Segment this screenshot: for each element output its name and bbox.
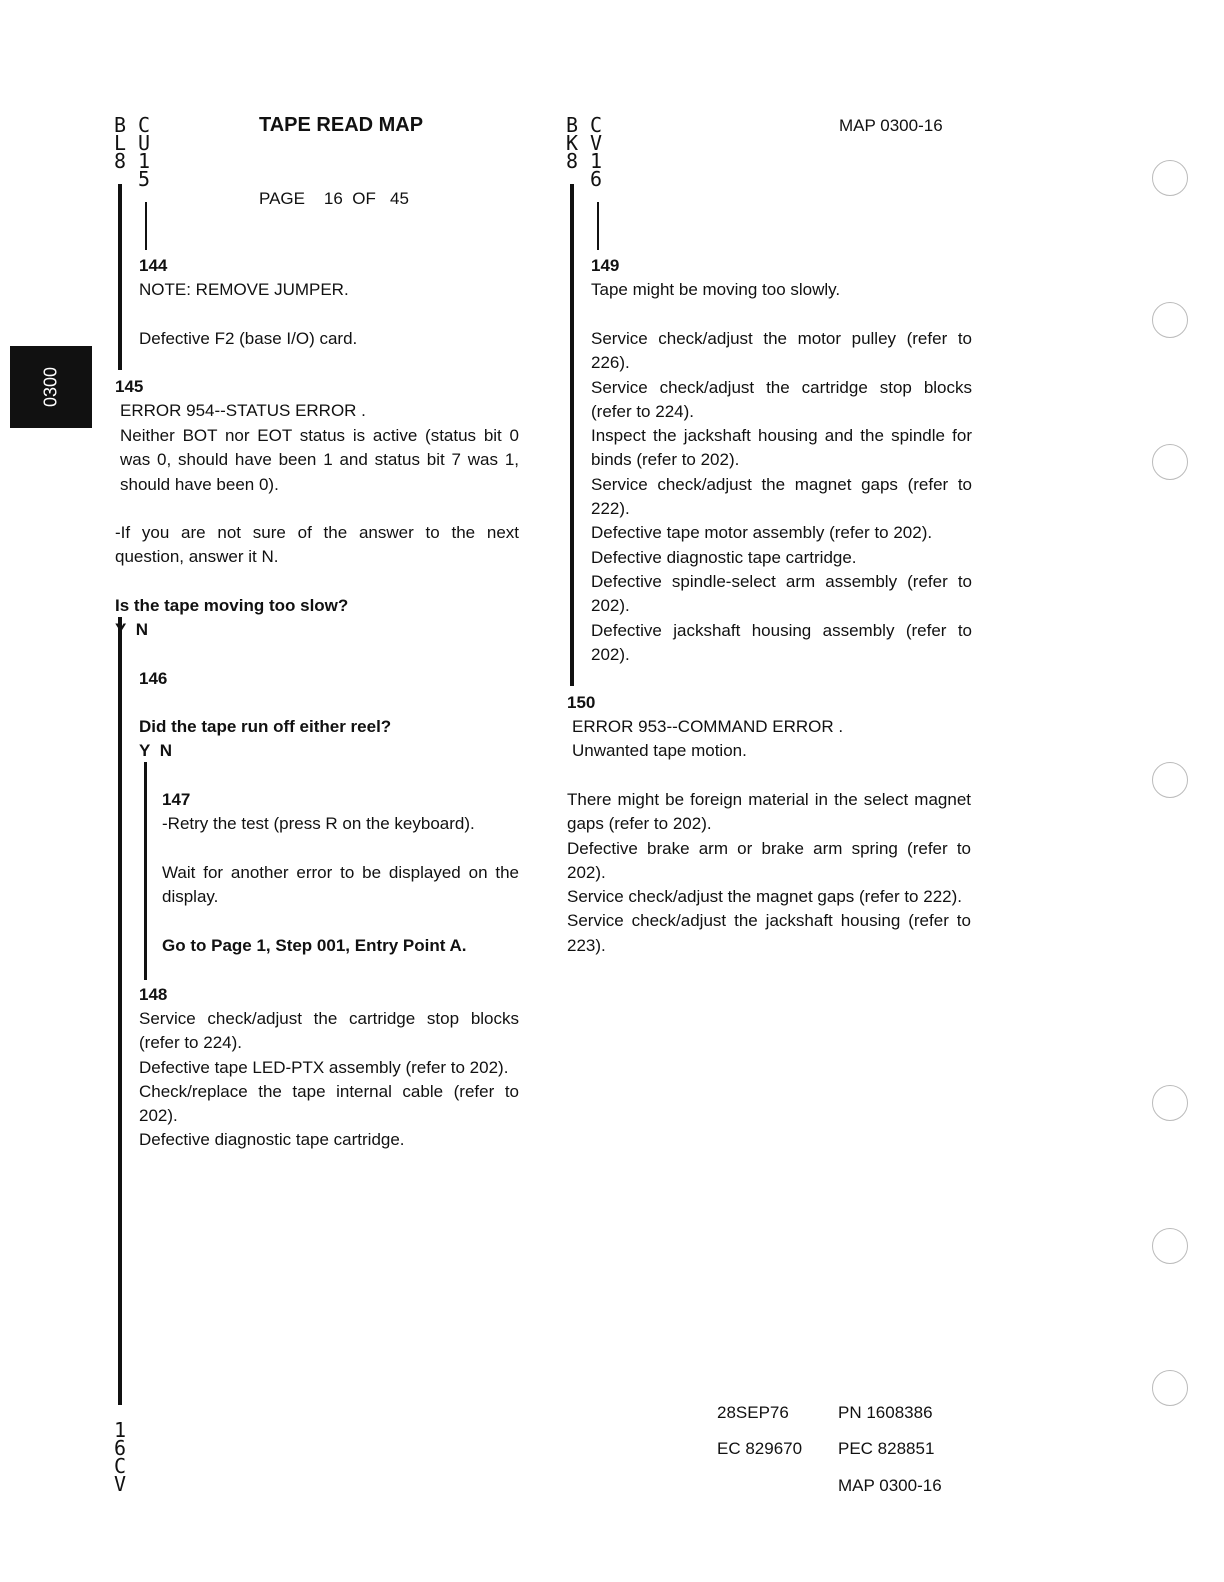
list-item: Service check/adjust the cartridge stop blocks (refer to 224). xyxy=(591,377,972,421)
flow-line xyxy=(144,762,147,980)
list-item: Check/replace the tape internal cable (refer to 202). xyxy=(139,1081,519,1126)
step-147-number: 147 xyxy=(162,790,191,809)
flow-line xyxy=(597,202,599,250)
list-item: Defective jackshaft housing assembly (refer to 202). xyxy=(591,620,972,664)
list-item: Service check/adjust the jackshaft housing (refer to 223). xyxy=(567,911,971,955)
footer-ec: EC 829670 xyxy=(717,1439,803,1458)
list-item: There might be foreign material in the select magnet gaps (refer to 202). xyxy=(567,790,971,834)
step-145-hint: -If you are not sure of the answer to the next question, answer it N. xyxy=(115,523,519,567)
step-146-number: 146 xyxy=(139,669,168,688)
connector-left-b: C U 1 5 xyxy=(138,113,151,191)
list-item: Defective tape motor assembly (refer to 202). xyxy=(591,523,933,543)
step-150-error: ERROR 953--COMMAND ERROR . xyxy=(572,717,844,736)
list-item: Defective brake arm or brake arm spring (refer to 202). xyxy=(567,838,971,882)
step-149-intro: Tape might be moving too slowly. xyxy=(591,280,841,299)
step-150-number: 150 xyxy=(567,693,596,712)
step-149-list xyxy=(591,327,972,667)
step-144-number: 144 xyxy=(139,256,168,275)
step-144-note: NOTE: REMOVE JUMPER. xyxy=(139,280,349,299)
binder-hole xyxy=(1152,762,1188,798)
step-149-number: 149 xyxy=(591,256,620,275)
list-item: Defective tape LED-PTX assembly (refer to 202). xyxy=(139,1057,509,1077)
footer-date: 28SEP76 xyxy=(717,1403,789,1422)
list-item: Defective spindle-select arm assembly (refer to 202). xyxy=(591,571,972,616)
footer-pec: PEC 828851 xyxy=(838,1439,935,1458)
connector-bottom: 1 6 C V xyxy=(114,1418,127,1496)
flow-line xyxy=(118,184,122,370)
step-150-list xyxy=(567,788,971,958)
list-item: Defective diagnostic tape cartridge. xyxy=(591,547,857,567)
binder-hole xyxy=(1152,1228,1188,1264)
step-145-answers: Y N xyxy=(115,620,149,639)
list-item: Defective diagnostic tape cartridge. xyxy=(139,1130,405,1150)
page-title: TAPE READ MAP xyxy=(259,114,424,136)
step-145-description: Neither BOT nor EOT status is active (status bit 0 was 0, should have been 1 and status bit 7 was 1, should have been 0). xyxy=(120,426,519,494)
step-144-text: Defective F2 (base I/O) card. xyxy=(139,329,358,348)
page-indicator: PAGE 16 OF 45 xyxy=(259,189,409,208)
list-item: Inspect the jackshaft housing and the spindle for binds (refer to 202). xyxy=(591,426,972,470)
flow-line xyxy=(570,184,574,686)
connector-right-a: B K 8 xyxy=(566,113,579,173)
step-147-goto: Go to Page 1, Step 001, Entry Point A. xyxy=(162,936,467,955)
step-145-number: 145 xyxy=(115,377,144,396)
section-tab-label: 0300 xyxy=(40,366,61,408)
footer-pn: PN 1608386 xyxy=(838,1403,933,1422)
step-147-wait: Wait for another error to be displayed on the display. xyxy=(162,863,519,907)
map-id-header: MAP 0300-16 xyxy=(839,116,943,135)
flow-line xyxy=(145,202,147,250)
step-146-answers: Y N xyxy=(139,741,173,760)
flow-line xyxy=(118,617,122,1405)
step-147-retry: -Retry the test (press R on the keyboard). xyxy=(162,814,475,833)
step-145-error: ERROR 954--STATUS ERROR . xyxy=(120,401,366,420)
step-145-question: Is the tape moving too slow? xyxy=(115,596,349,615)
section-tab xyxy=(10,346,92,428)
list-item: Service check/adjust the cartridge stop blocks (refer to 224). xyxy=(139,1009,519,1053)
step-150-sub: Unwanted tape motion. xyxy=(572,741,747,760)
list-item: Service check/adjust the magnet gaps (refer to 222). xyxy=(567,887,962,907)
step-148-list xyxy=(139,1007,519,1153)
list-item: Service check/adjust the motor pulley (refer to 226). xyxy=(591,329,972,373)
binder-hole xyxy=(1152,444,1188,480)
connector-right-b: C V 1 6 xyxy=(590,113,603,191)
connector-left-a: B L 8 xyxy=(114,113,127,173)
footer-map-id: MAP 0300-16 xyxy=(838,1476,942,1495)
list-item: Service check/adjust the magnet gaps (refer to 222). xyxy=(591,474,972,519)
step-148-number: 148 xyxy=(139,985,168,1004)
step-146-question: Did the tape run off either reel? xyxy=(139,717,392,736)
binder-hole xyxy=(1152,160,1188,196)
binder-hole xyxy=(1152,302,1188,338)
binder-hole xyxy=(1152,1370,1188,1406)
binder-hole xyxy=(1152,1085,1188,1121)
